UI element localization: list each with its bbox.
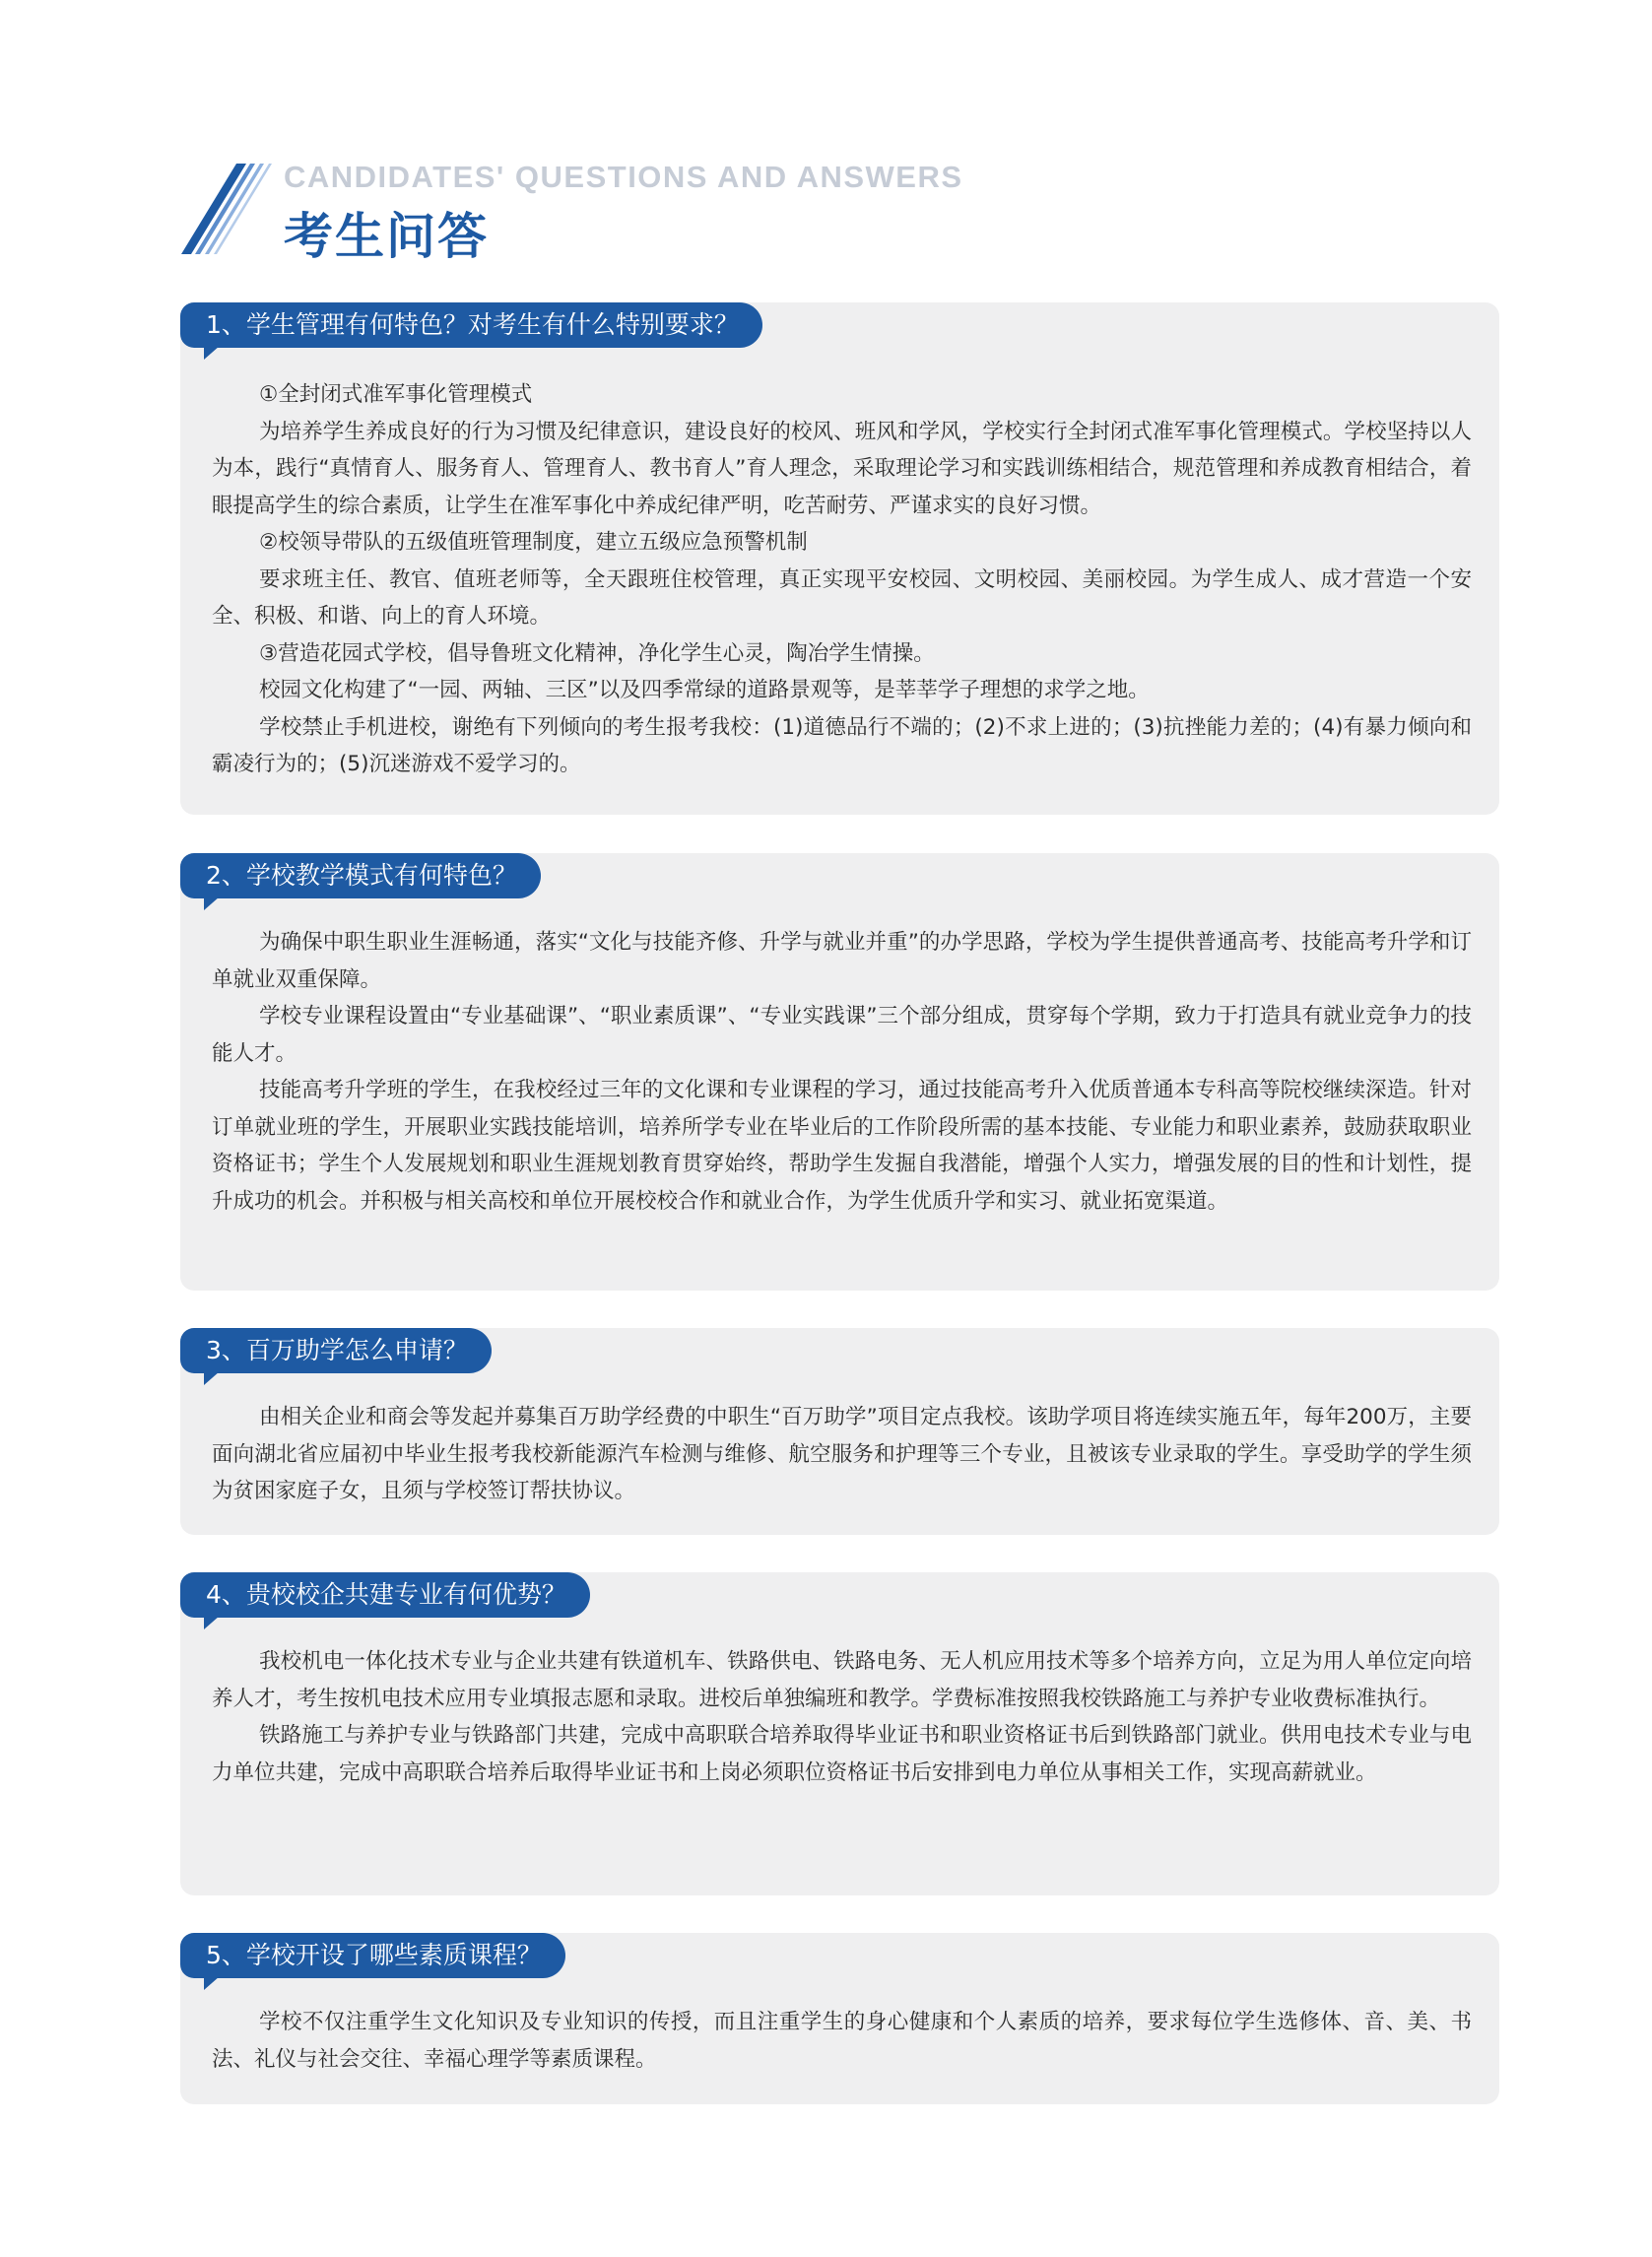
question-text: 2、学校教学模式有何特色？ xyxy=(206,861,517,890)
answer-body-2 xyxy=(212,924,1472,1220)
question-tag-1 xyxy=(180,302,762,348)
question-tag-3 xyxy=(180,1328,492,1373)
question-text: 3、百万助学怎么申请？ xyxy=(206,1336,468,1364)
answer-paragraph: 为培养学生养成良好的行为习惯及纪律意识，建设良好的校风、班风和学风，学校实行全封闭式准军事化管理模式。学校坚持以人为本，践行“真情育人、服务育人、管理育人、教书育人”育人理念，采取理论学习和实践训练相结合，规范管理和养成教育相结合，着眼提高学生的综合素质，让学生在准军事化中养成纪律严明，吃苦耐劳、严谨求实的良好习惯。 xyxy=(212,419,1472,518)
answer-body-1 xyxy=(212,376,1472,783)
qa-card-2 xyxy=(180,853,1499,1291)
qa-card-1 xyxy=(180,302,1499,815)
qa-card-5 xyxy=(180,1933,1499,2104)
answer-paragraph: ①全封闭式准军事化管理模式 xyxy=(259,382,533,407)
answer-body-4 xyxy=(212,1643,1472,1791)
answer-paragraph: 要求班主任、教官、值班老师等，全天跟班住校管理，真正实现平安校园、文明校园、美丽校园。为学生成人、成才营造一个安全、积极、和谐、向上的育人环境。 xyxy=(212,566,1472,629)
tag-pointer xyxy=(204,346,220,360)
answer-paragraph: 技能高考升学班的学生，在我校经过三年的文化课和专业课程的学习，通过技能高考升入优质普通本专科高等院校继续深造。针对订单就业班的学生，开展职业实践技能培训，培养所学专业在毕业后的工作阶段所需的基本技能、专业能力和职业素养，鼓励获取职业资格证书；学生个人发展规划和职业生涯规划教育贯穿始终，帮助学生发掘自我潜能，增强个人实力，增强发展的目的性和计划性，提升成功的机会。并积极与相关高校和单位开展校校合作和就业合作，为学生优质升学和实习、就业拓宽渠道。 xyxy=(212,1078,1472,1214)
question-text: 1、学生管理有何特色？对考生有什么特别要求？ xyxy=(206,310,739,339)
answer-paragraph: 学校不仅注重学生文化知识及专业知识的传授，而且注重学生的身心健康和个人素质的培养，要求每位学生选修体、音、美、书法、礼仪与社会交往、幸福心理学等素质课程。 xyxy=(212,2010,1472,2072)
answer-paragraph: 校园文化构建了“一园、两轴、三区”以及四季常绿的道路景观等，是莘莘学子理想的求学之地。 xyxy=(259,678,1150,702)
qa-card-3 xyxy=(180,1328,1499,1535)
answer-paragraph: 我校机电一体化技术专业与企业共建有铁道机车、铁路供电、铁路电务、无人机应用技术等多个培养方向，立足为用人单位定向培养人才，考生按机电技术应用专业填报志愿和录取。进校后单独编班和教学。学费标准按照我校铁路施工与养护专业收费标准执行。 xyxy=(212,1649,1472,1711)
answer-paragraph: ②校领导带队的五级值班管理制度，建立五级应急预警机制 xyxy=(259,530,808,555)
chinese-section-title: 考生问答 xyxy=(284,208,489,265)
answer-paragraph: 由相关企业和商会等发起并募集百万助学经费的中职生“百万助学”项目定点我校。该助学项目将连续实施五年，每年200万，主要面向湖北省应届初中毕业生报考我校新能源汽车检测与维修、航空服务和护理等三个专业，且被该专业录取的学生。享受助学的学生须为贫困家庭子女，且须与学校签订帮扶协议。 xyxy=(212,1405,1472,1503)
page-header xyxy=(177,160,1064,268)
answer-paragraph: ③营造花园式学校，倡导鲁班文化精神，净化学生心灵，陶冶学生情操。 xyxy=(259,640,935,666)
answer-body-3 xyxy=(212,1399,1472,1510)
question-text: 4、贵校校企共建专业有何优势？ xyxy=(206,1580,566,1609)
answer-paragraph: 学校专业课程设置由“专业基础课”、“职业素质课”、“专业实践课”三个部分组成，贯穿每个学期，致力于打造具有就业竞争力的技能人才。 xyxy=(212,1004,1472,1066)
tag-pointer xyxy=(204,1976,220,1990)
question-tag-2 xyxy=(180,853,541,898)
tag-pointer xyxy=(204,1616,220,1629)
answer-paragraph: 学校禁止手机进校，谢绝有下列倾向的考生报考我校：(1)道德品行不端的；(2)不求上进的；(3)抗挫能力差的；(4)有暴力倾向和霸凌行为的；(5)沉迷游戏不爱学习的。 xyxy=(212,714,1472,776)
question-tag-4 xyxy=(180,1572,590,1618)
answer-body-5 xyxy=(212,2004,1472,2078)
question-tag-5 xyxy=(180,1933,565,1978)
slash-stripes-icon xyxy=(177,160,286,268)
answer-paragraph: 为确保中职生职业生涯畅通，落实“文化与技能齐修、升学与就业并重”的办学思路，学校为学生提供普通高考、技能高考升学和订单就业双重保障。 xyxy=(212,930,1472,992)
english-section-title: CANDIDATES' QUESTIONS AND ANSWERS xyxy=(284,160,963,194)
question-text: 5、学校开设了哪些素质课程？ xyxy=(206,1941,542,1969)
answer-paragraph: 铁路施工与养护专业与铁路部门共建，完成中高职联合培养取得毕业证书和职业资格证书后到铁路部门就业。供用电技术专业与电力单位共建，完成中高职联合培养后取得毕业证书和上岗必须职位资格证书后安排到电力单位从事相关工作，实现高薪就业。 xyxy=(212,1723,1472,1785)
tag-pointer xyxy=(204,896,220,910)
tag-pointer xyxy=(204,1371,220,1385)
qa-card-4 xyxy=(180,1572,1499,1895)
